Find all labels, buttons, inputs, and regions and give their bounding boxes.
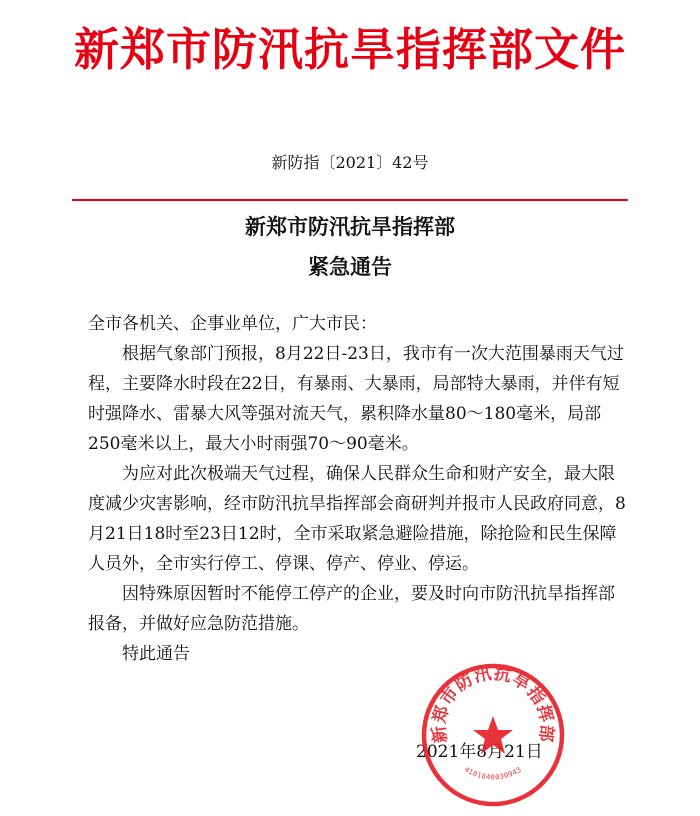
seal-text: 新郑市防汛抗旱指挥部 (429, 663, 557, 744)
salutation: 全市各机关、企事业单位，广大市民： (88, 314, 377, 334)
paragraph-exceptions: 因特殊原因暂时不能停工停产的企业，要及时向市防汛抗旱指挥部报备，并做好应急防范措施。 (88, 584, 615, 634)
svg-text:4101840030943 (463, 766, 523, 782)
issue-date: 2021年8月21日 (416, 742, 543, 762)
closing-remark: 特此通告 (122, 644, 190, 664)
paragraph-measures: 为应对此次极端天气过程，确保人民群众生命和财产安全，最大限度减少灾害影响，经市防汛抗旱指挥部会商研判并报市人民政府同意，8月21日18时至23日12时，全市采取紧急避险措施，除抢险和民生保障人员外，全市实行停工、停课、停产、停业、停运。 (88, 464, 626, 574)
official-seal-stamp (418, 660, 568, 810)
notice-issuer-title: 新郑市防汛抗旱指挥部 (245, 214, 455, 239)
notice-type-title: 紧急通告 (308, 254, 392, 279)
header-divider (72, 199, 628, 201)
star-icon (473, 716, 513, 754)
notice-body (88, 309, 628, 669)
document-number: 新防指〔2021〕42号 (271, 153, 429, 172)
seal-code: 4101840030943 (462, 765, 524, 782)
paragraph-forecast: 根据气象部门预报，8月22日-23日，我市有一次大范围暴雨天气过程，主要降水时段在22日，有暴雨、大暴雨，局部特大暴雨，并伴有短时强降水、雷暴大风等强对流天气，累积降水量80～180毫米，局部250毫米以上，最大小时雨强70～90毫米。 (88, 344, 624, 454)
masthead-title: 新郑市防汛抗旱指挥部文件 (73, 23, 626, 76)
